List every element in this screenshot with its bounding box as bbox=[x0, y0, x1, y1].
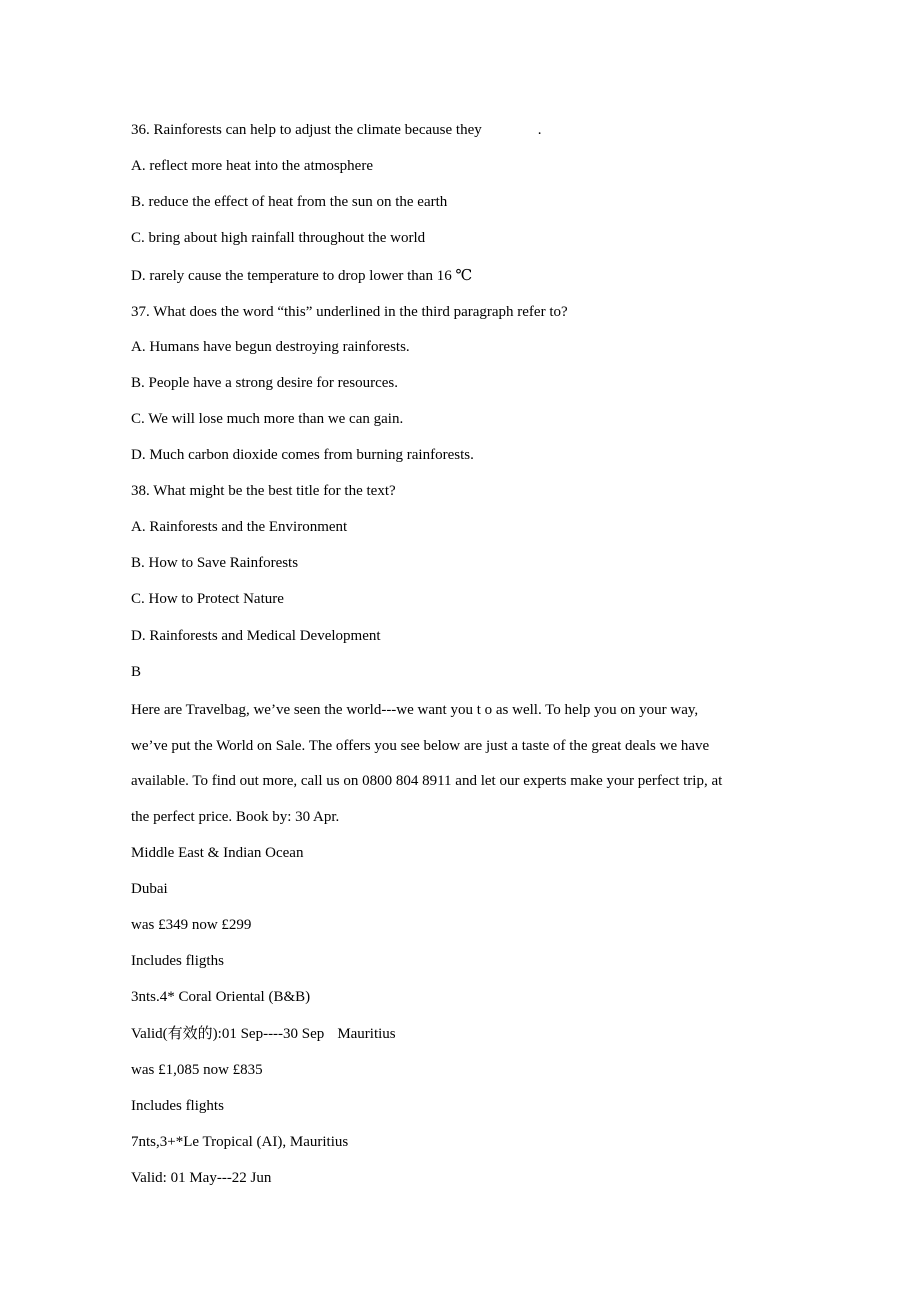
question-36-option-a: A. reflect more heat into the atmosphere bbox=[131, 158, 373, 174]
region-heading: Middle East & Indian Ocean bbox=[131, 845, 304, 861]
question-36-stem bbox=[131, 120, 541, 140]
question-38-option-a: A. Rainforests and the Environment bbox=[131, 519, 348, 535]
question-38-option-b: B. How to Save Rainforests bbox=[131, 555, 299, 571]
dubai-valid: Valid(有效的):01 Sep----30 Sep bbox=[131, 1026, 325, 1042]
question-38-option-c: C. How to Protect Nature bbox=[131, 591, 284, 607]
dubai-name: Dubai bbox=[131, 881, 168, 897]
mauritius-valid: Valid: 01 May---22 Jun bbox=[131, 1170, 272, 1186]
question-38-stem: 38. What might be the best title for the text? bbox=[131, 483, 396, 499]
question-37-option-b: B. People have a strong desire for resources. bbox=[131, 375, 398, 391]
question-36-period: . bbox=[537, 122, 542, 138]
intro-line-4: the perfect price. Book by: 30 Apr. bbox=[131, 809, 340, 825]
question-38-option-d: D. Rainforests and Medical Development bbox=[131, 628, 381, 644]
mauritius-hotel: 7nts,3+*Le Tropical (AI), Mauritius bbox=[131, 1134, 349, 1150]
mauritius-price: was £1,085 now £835 bbox=[131, 1062, 263, 1078]
mauritius-name: Mauritius bbox=[337, 1026, 396, 1042]
dubai-hotel: 3nts.4* Coral Oriental (B&B) bbox=[131, 989, 311, 1005]
intro-line-2: we’ve put the World on Sale. The offers you see below are just a taste of the great deals we have bbox=[131, 738, 710, 754]
question-37-stem: 37. What does the word “this” underlined in the third paragraph refer to? bbox=[131, 304, 568, 320]
question-36-text: 36. Rainforests can help to adjust the climate because they bbox=[131, 122, 482, 138]
question-36-option-c: C. bring about high rainfall throughout the world bbox=[131, 230, 426, 246]
dubai-includes: Includes fligths bbox=[131, 953, 224, 969]
dubai-valid-line bbox=[131, 1024, 396, 1044]
question-37-option-d: D. Much carbon dioxide comes from burning rainforests. bbox=[131, 447, 474, 463]
question-36-option-d: D. rarely cause the temperature to drop lower than 16 ℃ bbox=[131, 268, 473, 284]
dubai-price: was £349 now £299 bbox=[131, 917, 252, 933]
section-b-heading: B bbox=[131, 664, 142, 680]
intro-line-1: Here are Travelbag, we’ve seen the world---we want you t o as well. To help you on your way, bbox=[131, 702, 699, 718]
mauritius-includes: Includes flights bbox=[131, 1098, 224, 1114]
question-37-option-a: A. Humans have begun destroying rainforests. bbox=[131, 339, 410, 355]
intro-line-3: available. To find out more, call us on 0800 804 8911 and let our experts make your perfect trip, at bbox=[131, 773, 723, 789]
question-36-option-b: B. reduce the effect of heat from the sun on the earth bbox=[131, 194, 448, 210]
question-37-option-c: C. We will lose much more than we can gain. bbox=[131, 411, 404, 427]
